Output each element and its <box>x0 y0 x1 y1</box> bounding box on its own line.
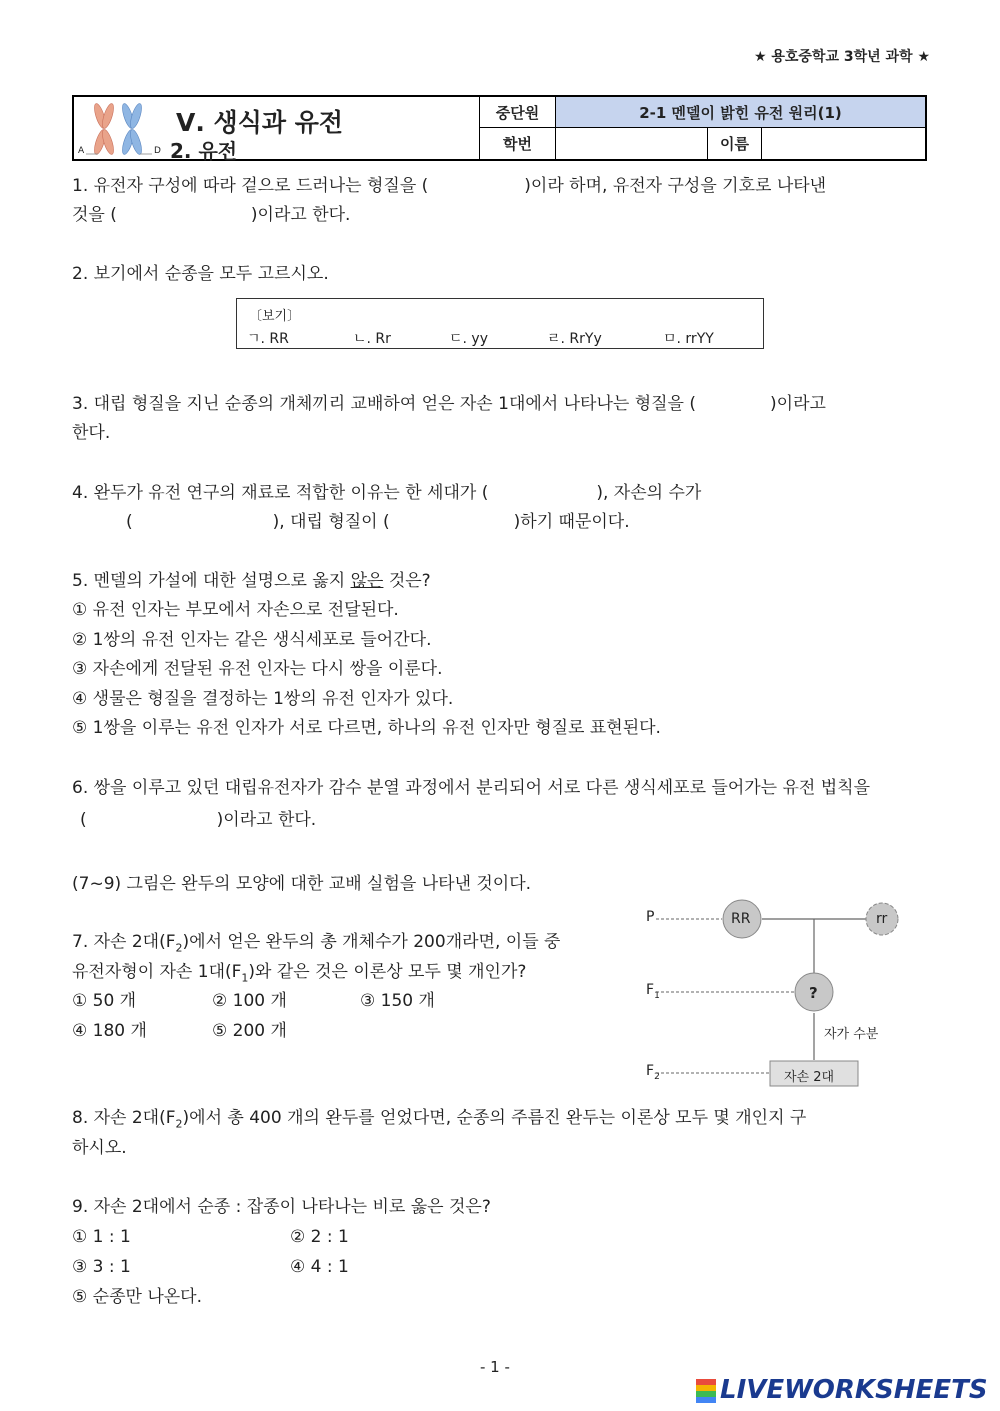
round-pea-genotype: RR <box>731 911 751 927</box>
generation-f2-label: $F_2$ <box>646 1063 660 1082</box>
q9-option-2[interactable]: ② 2 : 1 <box>290 1227 349 1247</box>
q7-option-3[interactable]: ③ 150 개 <box>360 991 435 1011</box>
page-number: - 1 - <box>480 1358 510 1376</box>
q3-line1: 3. 대립 형질을 지닌 순종의 개체끼리 교배하여 얻은 자손 1대에서 나타나는 형질을 ( )이라고 <box>72 394 826 414</box>
logo-letter-a: A <box>78 146 85 156</box>
q9-option-3[interactable]: ③ 3 : 1 <box>72 1257 131 1277</box>
bogi-item[interactable]: ㄴ. Rr <box>353 331 391 347</box>
q6-line1: 6. 쌍을 이루고 있던 대립유전자가 감수 분열 과정에서 분리되어 서로 다른 생식세포로 들어가는 유전 법칙을 <box>72 778 871 798</box>
q4-line2: ( ), 대립 형질이 ( )하기 때문이다. <box>126 512 630 532</box>
student-number-field[interactable] <box>555 128 707 159</box>
q4-line1: 4. 완두가 유전 연구의 재료로 적합한 이유는 한 세대가 ( ), 자손의 수가 <box>72 483 702 503</box>
q6-line2: ( )이라고 한다. <box>80 810 317 830</box>
bogi-box <box>236 298 764 349</box>
mid-unit-label: 중단원 <box>479 97 555 128</box>
q5-option-4[interactable]: ④ 생물은 형질을 결정하는 1쌍의 유전 인자가 있다. <box>72 689 454 709</box>
q9-stem: 9. 자손 2대에서 순종 : 잡종이 나타나는 비로 옳은 것은? <box>72 1197 491 1217</box>
q9-option-1[interactable]: ① 1 : 1 <box>72 1227 131 1247</box>
generation-p-label: P <box>646 909 655 925</box>
q7-option-1[interactable]: ① 50 개 <box>72 991 137 1011</box>
bogi-item[interactable]: ㅁ. rrYY <box>663 331 714 347</box>
q5-option-3[interactable]: ③ 자손에게 전달된 유전 인자는 다시 쌍을 이룬다. <box>72 659 443 679</box>
name-label: 이름 <box>707 128 761 159</box>
subunit-title: 2. 유전 <box>170 139 238 163</box>
q9-option-5[interactable]: ⑤ 순종만 나온다. <box>72 1287 202 1307</box>
q7-option-2[interactable]: ② 100 개 <box>212 991 287 1011</box>
q7-line2: 유전자형이 자손 1대$(F_1)$와 같은 것은 이론상 모두 몇 개인가? <box>72 962 527 985</box>
mid-unit-value: 2-1 멘델이 밝힌 유전 원리(1) <box>555 97 925 128</box>
f2-offspring-label: 자손 2대 <box>784 1070 835 1085</box>
liveworksheets-logo[interactable]: LIVEWORKSHEETS <box>696 1375 988 1405</box>
q7-option-5[interactable]: ⑤ 200 개 <box>212 1021 287 1041</box>
q3-line2: 한다. <box>72 423 111 443</box>
q8-line1: 8. 자손 2대$(F_2)$에서 총 400 개의 완두를 얻었다면, 순종의 주름진 완두는 이론상 모두 몇 개인지 구 <box>72 1108 807 1131</box>
q7-option-4[interactable]: ④ 180 개 <box>72 1021 147 1041</box>
logo-letter-d: D <box>154 146 161 156</box>
self-pollination-label: 자가 수분 <box>824 1027 879 1042</box>
q9-option-4[interactable]: ④ 4 : 1 <box>290 1257 349 1277</box>
bogi-item[interactable]: ㄷ. yy <box>449 331 488 347</box>
q5-stem: 5. 멘델의 가설에 대한 설명으로 옳지 않은 것은? <box>72 571 431 591</box>
q2-stem: 2. 보기에서 순종을 모두 고르시오. <box>72 264 329 284</box>
bogi-item[interactable]: ㄹ. RrYy <box>547 331 602 347</box>
wrinkled-pea-genotype: rr <box>876 911 888 927</box>
generation-f1-label: $F_1$ <box>646 982 660 1001</box>
q1-line2: 것을 ( )이라고 한다. <box>72 205 351 225</box>
f1-unknown: ? <box>809 984 818 1002</box>
chromosome-logo-icon <box>78 100 166 158</box>
bogi-item[interactable]: ㄱ. RR <box>247 331 289 347</box>
cross-diagram <box>640 895 920 1095</box>
liveworksheets-brand-icon <box>696 1379 716 1403</box>
q79-intro: (7~9) 그림은 완두의 모양에 대한 교배 실험을 나타낸 것이다. <box>72 874 532 894</box>
q8-line2: 하시오. <box>72 1138 127 1158</box>
worksheet-header <box>72 95 927 161</box>
bogi-title: 〔보기〕 <box>249 309 301 324</box>
student-number-label: 학번 <box>479 128 555 159</box>
name-field[interactable] <box>761 128 925 159</box>
q7-line1: 7. 자손 2대$(F_2)$에서 얻은 완두의 총 개체수가 200개라면, 이들 중 <box>72 932 561 955</box>
q5-option-5[interactable]: ⑤ 1쌍을 이루는 유전 인자가 서로 다르면, 하나의 유전 인자만 형질로 표현된다. <box>72 718 661 738</box>
school-label: ★ 용호중학교 3학년 과학 ★ <box>753 49 930 65</box>
unit-title: Ⅴ. 생식과 유전 <box>176 108 344 137</box>
q1-line1: 1. 유전자 구성에 따라 겉으로 드러나는 형질을 ( )이라 하며, 유전자 구성을 기호로 나타낸 <box>72 176 827 196</box>
q5-option-1[interactable]: ① 유전 인자는 부모에서 자손으로 전달된다. <box>72 600 399 620</box>
q5-option-2[interactable]: ② 1쌍의 유전 인자는 같은 생식세포로 들어간다. <box>72 630 432 650</box>
